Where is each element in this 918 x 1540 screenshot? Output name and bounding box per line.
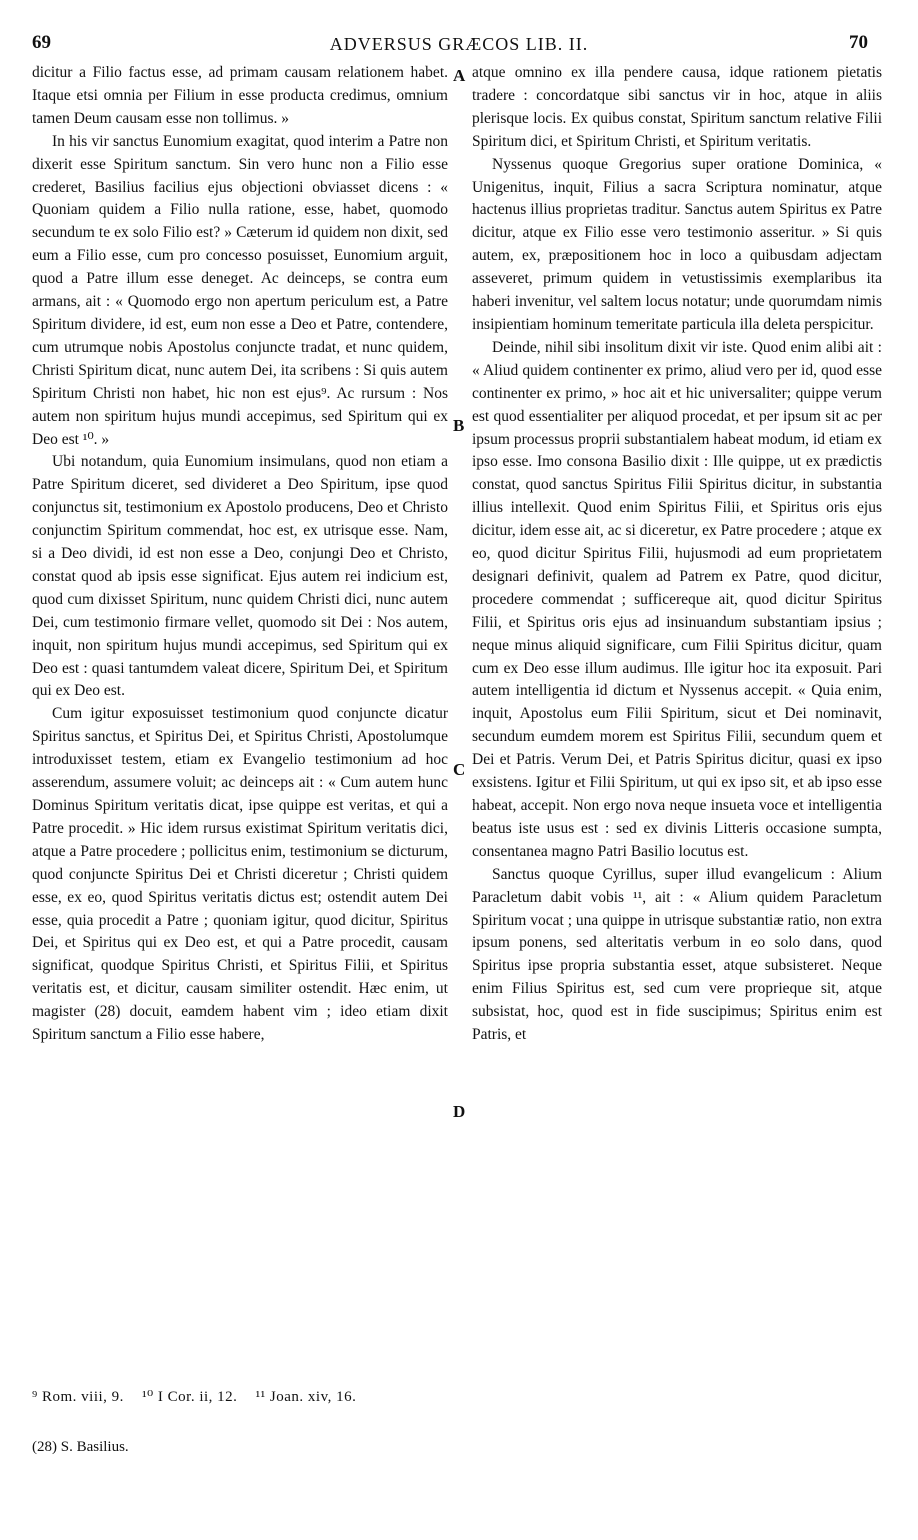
left-column	[32, 62, 448, 1047]
page-number-left: 69	[32, 32, 51, 53]
section-marker-a: A	[453, 66, 466, 85]
footnotes	[32, 1387, 370, 1406]
footnote: ¹⁰ I Cor. ii, 12.	[142, 1389, 238, 1405]
section-marker-c: C	[453, 760, 466, 779]
section-marker-d: D	[453, 1102, 466, 1121]
running-header	[0, 32, 918, 62]
paragraph: Sanctus quoque Cyrillus, super illud evangelicum : Alium Paracletum dabit vobis ¹¹, ait : « Alium quidem Paracletum Spiritum vocat ; una quippe in utrisque substantiæ ratio, non extra ipsum ponens, sed alteritatis verbum in eo solo dans, quod Spiritus ipse propria substantia esset, atque subsisteret. Neque enim Filius Spiritus est, sed cum vere proprieque sit, atque subsistat, hoc, quod est in fide suscipimus; Spiritus enim est Patris, et	[472, 865, 882, 1044]
paragraph: Ubi notandum, quia Eunomium insimulans, quod non etiam a Patre Spiritum diceret, sed divideret a Deo Spiritum, ipse quod conjunctus sit, testimonium ex Apostolo producens, Deo et Christo conjunctim Spiritum commendat, hoc est, ex utrisque esse. Nam, si a Deo dividi, id est non esse a Deo, conjungi Deo et Christo, constat quod ab ipsis esse significat. Ejus autem rei indicium est, quod cum dixisset Spiritum, nunc quidem Christi dici, nunc autem Dei, cum testimonio firmare vellet, quomodo sit Dei : Nos autem, inquit, non spiritum hujus mundi accepimus, sed Spiritum qui ex Deo est : quasi tantumdem valeat dicere, Spiritum Dei, et Spiritum qui ex Deo est.	[32, 453, 448, 700]
page-number-right: 70	[849, 32, 868, 53]
footnote: ⁹ Rom. viii, 9.	[32, 1389, 124, 1405]
right-column	[472, 62, 882, 1047]
paragraph: Cum igitur exposuisset testimonium quod conjuncte dicatur Spiritus sanctus, et Spiritus Dei, et Spiritus Christi, Apostolumque introduxisset testem, etiam ex Evangelio testimonium ad hoc asserendum, assumere voluit; ac deinceps ait : « Cum autem hunc Dominus Spiritum veritatis dicat, ipse quippe est veritas, et qui a Patre procedit. » Hic idem rursus existimat Spiritum veritatis dici, atque a Patre procedere ; pollicitus enim, testimonium se dicturum, quod conjuncte Spiritus Dei et Christi diceretur ; Christi quidem esse, ex eo, quod Spiritus veritatis dictus est; ostendit autem Dei esse, quia procedit a Patre ; quoniam igitur, quod dicitur, Spiritus Dei, et Spiritus qui ex Deo est, et qui a Patre procedit, causam significat, quodque Spiritus Christi, et Spiritus Filii, et Spiritus veritatis est, et dicitur, causam similiter ostendit. Hæc enim, ut magister (28) docuit, eamdem habent vim ; ideo etiam dixit Spiritum sanctum a Filio esse habere,	[32, 705, 448, 1044]
paragraph: atque omnino ex illa pendere causa, idque rationem pietatis tradere : concordatque sibi sanctus vir in hoc, atque in aliis plerisque locis. Ex quibus constat, Spiritum sanctum relative Filii Spiritum dici, et Spiritum Christi, et Spiritum veritatis.	[472, 64, 882, 150]
paragraph: dicitur a Filio factus esse, ad primam causam relationem habet. Itaque etsi omnia per Filium in esse producta credimus, omnium tamen Deum causam esse non tollimus. »	[32, 64, 448, 127]
editorial-note: (28) S. Basilius.	[32, 1439, 129, 1455]
paragraph: Deinde, nihil sibi insolitum dixit vir iste. Quod enim alibi ait : « Aliud quidem continenter ex primo, aliud vero per id, quod esse continenter ex primo, » hoc ait et hic universaliter; quippe verum est quod essentialiter per aliquod procedat, et per ipsum sit ac per ipsum processus proprii substantialem habeat modum, id etiam ex ipso esse. Imo consona Basilio dixit : Ille quippe, ut ex prædictis constat, quod sanctus Spiritus Filii Spiritus dicitur, in substantia illius intellexit. Quod enim Spiritus Filii, et Spiritus oris ejus dicitur, idem esse ait, ac si diceretur, ex Patre procedere ; atque ex eo, quod dicitur Spiritus Filii, hujusmodi ad eum proprietatem designari definivit, qualem ad Patrem ex Patre, quod dicitur, procedere commendat ; sufficereque ait, quod dicitur Spiritus Filii, et Spiritus oris ejus ad insinuandum substantiam ipsius ; neque minus aliquid significare, cum Filii Spiritus dicitur, quam cum ex Deo esse illum audimus. Ille igitur hoc ita exposuit. Pari autem intelligentia id dictum et Nyssenus accepit. « Quia enim, inquit, Apostolus eum Filii Spiritum, sicut et Dei nominavit, secundum eumdem morem est Spiritus Filii, secundum quem et Dei et Patris. Verum Dei, et Patris Spiritus dicitur, quasi ex ipso exsistens. Igitur et Filii Spiritum, ut qui ex ipso sit, et ab ipso esse habeat, accepit. Non ergo nova neque insueta voce et intelligentia beatus iste usus est : sed ex divinis Litteris occasione sumpta, consentanea magno Patri Basilio locutus est.	[472, 338, 882, 860]
footnote: ¹¹ Joan. xiv, 16.	[255, 1389, 357, 1405]
section-marker-b: B	[453, 416, 465, 435]
paragraph: In his vir sanctus Eunomium exagitat, quod interim a Patre non dixerit esse Spiritum sanctum. Sin vero hunc non a Filio esse crederet, Basilius facilius ejus objectioni obviasset dicens : « Quoniam quidem a Filio nulla ratione, esse, habet, quomodo secundum te ex solo Filio est? » Cæterum id quidem non dixit, sed eum a Filio esse, cum pro concesso posuisset, Eunomium arguit, quod a Patre illum esse deneget. Ac deinceps, se contra eum armans, ait : « Quomodo ergo non apertum periculum est, a Patre Spiritum dividere, id est, eum non esse a Deo et Patre, contendere, cum utrumque nobis Apostolus conjuncte tradat, et nunc quidem, Christi Spiritum dicat, nunc autem Dei, ita scribens : Si quis autem Spiritum Christi non habet, hic non est ejus⁹. Ac rursum : Nos autem non spiritum hujus mundi accepimus, sed Spiritum qui ex Deo est ¹⁰. »	[32, 132, 448, 448]
running-title: ADVERSUS GRÆCOS LIB. II.	[329, 34, 589, 54]
paragraph: Nyssenus quoque Gregorius super oratione Dominica, « Unigenitus, inquit, Filius a sacra Scriptura nominatur, atque hactenus illius proprietas traditur. Sanctus autem Spiritus ex Patre dicitur, atque ex Filio esse vero testimonio asseritur. » Si quis autem, ex, præpositionem hoc in loco a quibusdam adjectam asseveret, primum quidem in vetustissimis exemplaribus ita haberi invenitur, vel saltem locus notatur; unde quorumdam nimis insipientiam hominum temeritate particula illa deleta perspicitur.	[472, 155, 882, 333]
